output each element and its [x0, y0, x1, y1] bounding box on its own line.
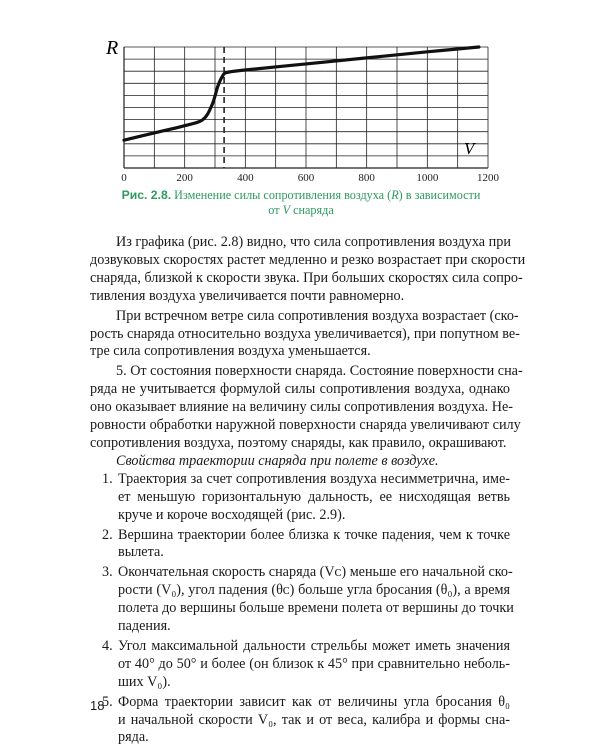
x-tick-label: 1200	[477, 172, 499, 184]
resistance-chart	[96, 34, 506, 192]
list-item: 5. Форма траектории зависит как от величины угла бросания θ₀ и начальной скорости V₀, так и от веса, калибра и формы сна- ряда.	[102, 693, 510, 746]
x-tick-label: 200	[176, 172, 193, 184]
x-tick-label: 600	[297, 172, 315, 184]
x-tick-label: 400	[237, 172, 254, 184]
list-item: 3. Окончательная скорость снаряда (Vᴄ) меньше его начальной ско- рости (V₀), угол падения (θᴄ) больше угла бросания (θ₀), а время полета до вершины больше времени полета от вершины до точки падения.	[102, 564, 514, 635]
body-text	[90, 234, 526, 747]
x-tick-label: 800	[358, 172, 375, 184]
list-item: 2. Вершина траектории более близка к точке падения, чем к точке вылета.	[102, 526, 510, 561]
figure-caption: Рис. 2.8. Изменение силы сопротивления воздуха (R) в зависимости от V снаряда	[121, 188, 481, 217]
x-tick-label: 0	[121, 172, 127, 184]
x-axis-label: V	[464, 139, 475, 158]
paragraph-1: Из графика (рис. 2.8) видно, что сила сопротивления воздуха при дозвуковых скоростях растет медленно и резко возрастает при скорости снаряда, близкой к скорости звука. При больших скоростях сила сопро- тивления воздуха увеличивается почти равномерно.	[90, 234, 526, 304]
paragraph-2: При встречном ветре сила сопротивления воздуха возрастает (ско- рость снаряда относительно воздуха увеличивается), при попутном ве- тре сила сопротивления воздуха уменьшается.	[90, 307, 520, 360]
list-item: 4. Угол максимальной дальности стрельбы может иметь значения от 40° до 50° и более (он близок к 45° при сравнительно неболь- ших V₀).	[102, 637, 510, 690]
y-axis-label: R	[106, 37, 119, 59]
page-number: 18	[90, 698, 105, 713]
list-item: 1. Траектория за счет сопротивления воздуха несимметрична, име- ет меньшую горизонтальную дальность, ее нисходящая ветвь круче и короче восходящей (рис. 2.9).	[102, 470, 510, 523]
caption-number: Рис. 2.8.	[121, 188, 172, 202]
paragraph-3: 5. От состояния поверхности снаряда. Состояние поверхности сна- ряда не учитывается формулой силы сопротивления воздуха, однако оно оказывает влияние на величину силы сопротивления воздуха. Не- ровности обработки наружной поверхности снаряда увеличивают силу сопротивления воздуха, поэтому снаряды, как правило, окрашивают.	[90, 363, 523, 451]
properties-list	[90, 470, 514, 748]
x-tick-labels	[121, 172, 499, 184]
resistance-curve	[124, 47, 479, 140]
x-tick-label: 1000	[416, 172, 439, 184]
section-heading: Свойства траектории снаряда при полете в воздухе.	[116, 452, 439, 469]
